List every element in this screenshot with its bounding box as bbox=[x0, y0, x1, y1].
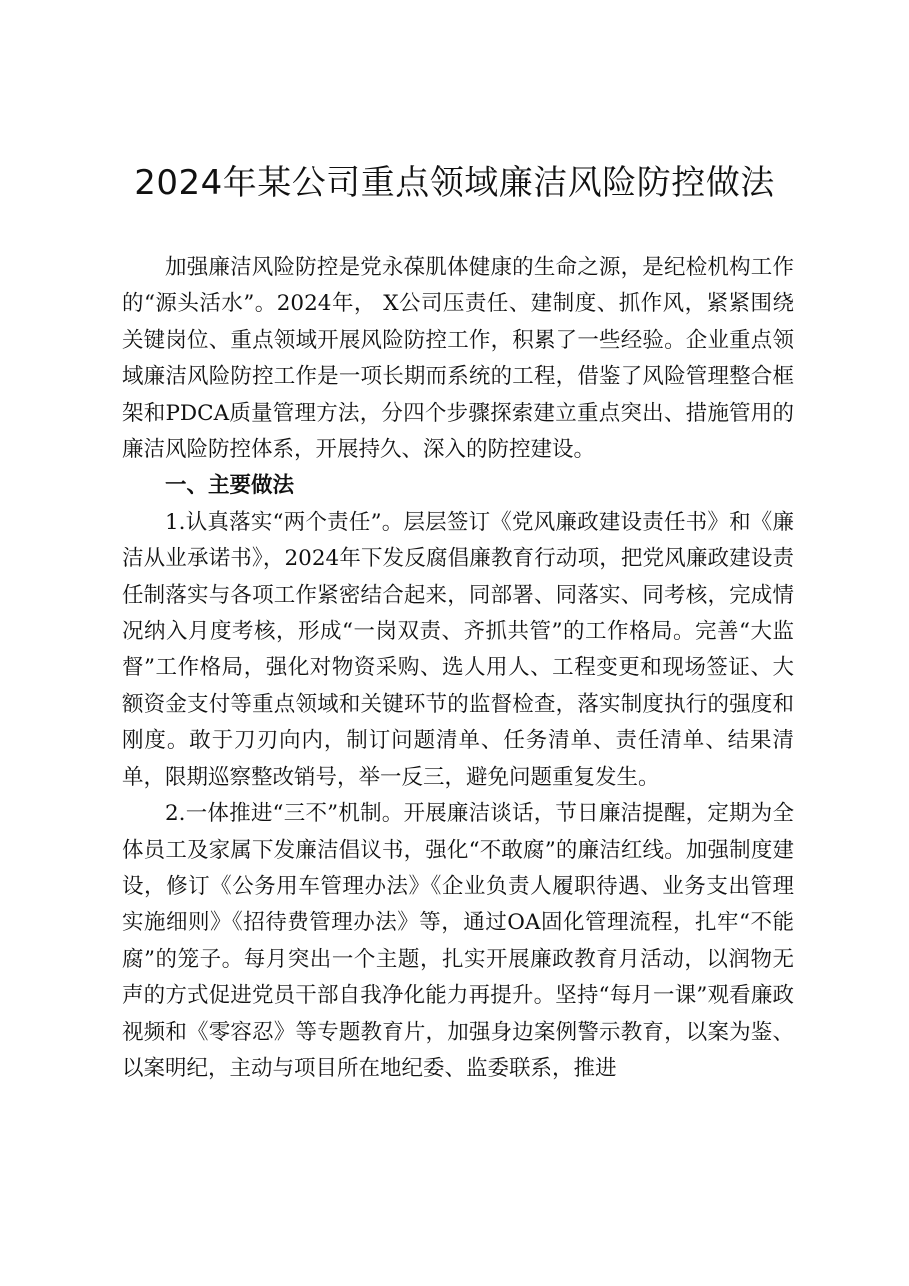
section-heading-main-practices: 一、主要做法 bbox=[165, 473, 295, 499]
document-body bbox=[122, 250, 794, 1087]
intro-paragraph: 加强廉洁风险防控是党永葆肌体健康的生命之源，是纪检机构工作的“源头活水”。2024年， X公司压责任、建制度、抓作风，紧紧围绕关键岗位、重点领域开展风险防控工作，积累了一些经验。企业重点领域廉洁风险防控工作是一项长期而系统的工程，借鉴了风险管理整合框架和PDCA质量管理方法，分四个步骤探索建立重点突出、措施管用的廉洁风险防控体系，开展持久、深入的防控建设。 bbox=[122, 255, 794, 463]
point-2-paragraph: 2.一体推进“三不”机制。开展廉洁谈话，节日廉洁提醒，定期为全体员工及家属下发廉洁倡议书，强化“不敢腐”的廉洁红线。加强制度建设，修订《公务用车管理办法》《企业负责人履职待遇、业务支出管理实施细则》《招待费管理办法》等，通过OA固化管理流程，扎牢“不能腐”的笼子。每月突出一个主题，扎实开展廉政教育月活动，以润物无声的方式促进党员干部自我净化能力再提升。坚持“每月一课”观看廉政视频和《零容忍》等专题教育片，加强身边案例警示教育，以案为鉴、以案明纪，主动与项目所在地纪委、监委联系，推进 bbox=[122, 801, 794, 1081]
document-title: 2024年某公司重点领域廉洁风险防控做法 bbox=[134, 163, 775, 203]
point-1-paragraph: 1.认真落实“两个责任”。层层签订《党风廉政建设责任书》和《廉洁从业承诺书》，2024年下发反腐倡廉教育行动项，把党风廉政建设责任制落实与各项工作紧密结合起来，同部署、同落实、同考核，完成情况纳入月度考核，形成“一岗双责、齐抓共管”的工作格局。完善“大监督”工作格局，强化对物资采购、选人用人、工程变更和现场签证、大额资金支付等重点领域和关键环节的监督检查，落实制度执行的强度和刚度。敢于刀刃向内，制订问题清单、任务清单、责任清单、结果清单，限期巡察整改销号，举一反三，避免问题重复发生。 bbox=[122, 509, 794, 790]
